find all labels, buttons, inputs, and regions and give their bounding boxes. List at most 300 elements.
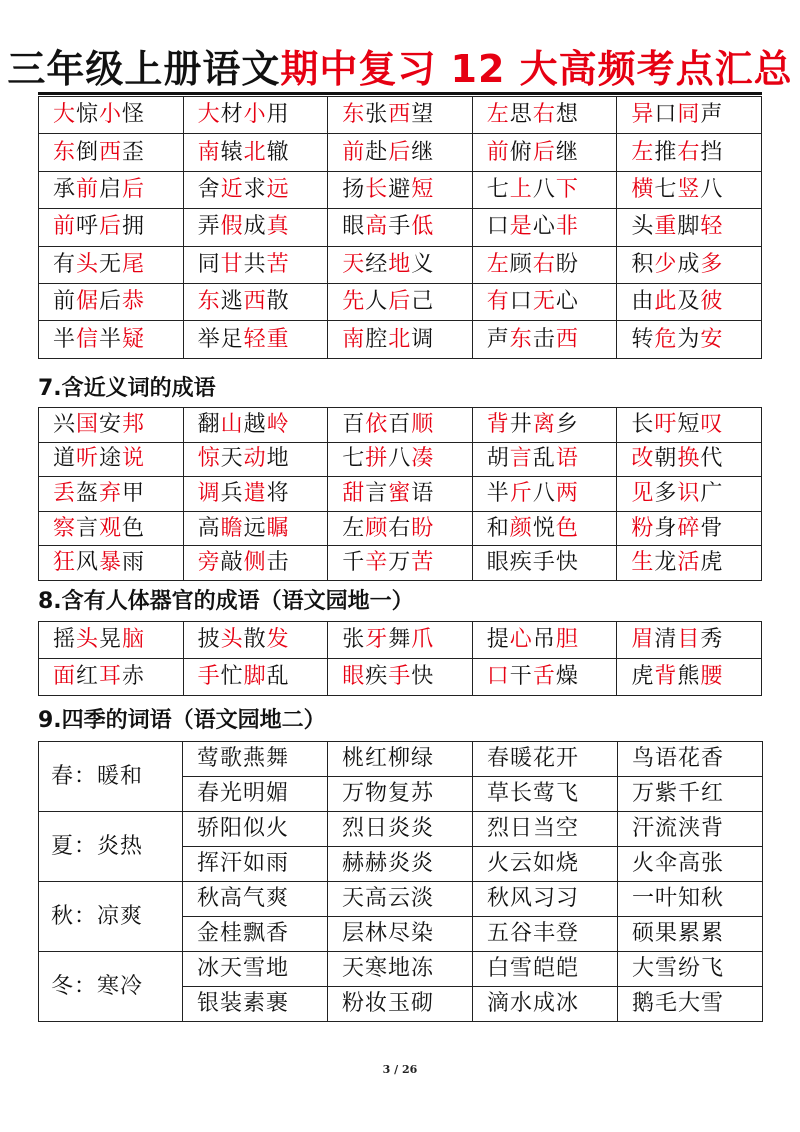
season-word-cell: 秋风习习 xyxy=(473,882,618,917)
idiom-cell xyxy=(183,171,328,208)
idiom-char: 非 xyxy=(555,214,579,240)
idiom-char: 国 xyxy=(76,411,100,437)
idiom-cell xyxy=(472,171,617,208)
idiom-char: 思 xyxy=(509,102,533,128)
idiom-cell xyxy=(39,408,184,443)
season-word-cell: 骄阳似火 xyxy=(183,812,328,847)
idiom-char: 手 xyxy=(388,664,412,689)
idiom-char: 胡 xyxy=(486,446,510,472)
table-row xyxy=(39,171,762,208)
idiom-char: 大 xyxy=(53,102,77,128)
idiom-char: 八 xyxy=(532,480,556,506)
idiom-char: 疾 xyxy=(365,664,389,689)
table-row xyxy=(39,622,762,659)
idiom-char: 经 xyxy=(365,251,389,277)
idiom-char: 扬 xyxy=(342,176,366,202)
idiom-char: 同 xyxy=(677,102,701,128)
idiom-cell xyxy=(328,477,473,512)
idiom-char: 怪 xyxy=(122,102,146,128)
idiom-char: 瞩 xyxy=(266,515,290,541)
idiom-char: 侧 xyxy=(243,550,267,576)
idiom-char: 凑 xyxy=(411,446,435,472)
idiom-char: 离 xyxy=(532,411,556,437)
idiom-char: 乱 xyxy=(532,446,556,472)
section-8-heading: 8.含有人体器官的成语（语文园地一） xyxy=(38,589,414,614)
idiom-cell xyxy=(617,134,762,171)
idiom-char: 疑 xyxy=(122,326,146,352)
idiom-char: 识 xyxy=(677,480,701,506)
idiom-char: 爪 xyxy=(411,627,435,652)
idiom-cell xyxy=(328,511,473,546)
season-row xyxy=(39,952,763,987)
idiom-char: 耳 xyxy=(99,664,123,689)
idiom-char: 南 xyxy=(342,326,366,352)
idiom-char: 用 xyxy=(266,102,290,128)
title-underline xyxy=(38,92,762,95)
idiom-char: 顺 xyxy=(411,411,435,437)
idiom-char: 背 xyxy=(654,664,678,689)
idiom-char: 东 xyxy=(342,102,366,128)
idiom-char: 虎 xyxy=(631,664,655,689)
idiom-cell xyxy=(39,546,184,581)
table-row xyxy=(39,246,762,283)
idiom-char: 半 xyxy=(486,480,510,506)
idiom-char: 敲 xyxy=(220,550,244,576)
idiom-char: 多 xyxy=(700,251,724,277)
idiom-table-opposites xyxy=(38,96,762,359)
idiom-char: 继 xyxy=(411,139,435,165)
idiom-cell xyxy=(617,622,762,659)
idiom-char: 眼 xyxy=(486,550,510,576)
idiom-char: 快 xyxy=(411,664,435,689)
idiom-char: 后 xyxy=(99,289,123,315)
season-word-cell: 烈日当空 xyxy=(473,812,618,847)
season-label: 冬：寒冷 xyxy=(39,952,183,1022)
idiom-char: 下 xyxy=(555,176,579,202)
idiom-char: 手 xyxy=(388,214,412,240)
idiom-cell xyxy=(39,134,184,171)
idiom-char: 西 xyxy=(99,139,123,165)
idiom-char: 雨 xyxy=(122,550,146,576)
title-part-red: 期中复习 12 大高频考点汇总 xyxy=(280,47,793,91)
idiom-char: 龙 xyxy=(654,550,678,576)
idiom-char: 提 xyxy=(486,627,510,652)
idiom-char: 逃 xyxy=(220,289,244,315)
idiom-char: 足 xyxy=(220,326,244,352)
season-word-cell: 滴水成冰 xyxy=(473,987,618,1022)
page-title xyxy=(0,46,800,92)
idiom-cell xyxy=(328,283,473,320)
season-word-cell: 天高云淡 xyxy=(328,882,473,917)
section-9-heading: 9.四季的词语（语文园地二） xyxy=(38,708,326,733)
season-row xyxy=(39,812,763,847)
idiom-cell xyxy=(183,511,328,546)
idiom-char: 干 xyxy=(509,664,533,689)
idiom-char: 歪 xyxy=(122,139,146,165)
idiom-char: 竖 xyxy=(677,176,701,202)
idiom-char: 背 xyxy=(486,411,510,437)
idiom-char: 地 xyxy=(388,251,412,277)
table-row xyxy=(39,209,762,246)
idiom-char: 前 xyxy=(53,289,77,315)
idiom-cell xyxy=(183,134,328,171)
season-word-cell: 草长莺飞 xyxy=(473,777,618,812)
season-word-cell: 一叶知秋 xyxy=(618,882,763,917)
idiom-char: 北 xyxy=(388,326,412,352)
season-word-cell: 万紫千红 xyxy=(618,777,763,812)
idiom-cell xyxy=(472,246,617,283)
idiom-char: 脚 xyxy=(677,214,701,240)
idiom-char: 燥 xyxy=(555,664,579,689)
idiom-char: 吊 xyxy=(532,627,556,652)
idiom-char: 万 xyxy=(388,550,412,576)
table-row xyxy=(39,546,762,581)
idiom-char: 危 xyxy=(654,326,678,352)
idiom-char: 语 xyxy=(411,480,435,506)
idiom-char: 想 xyxy=(555,102,579,128)
idiom-char: 低 xyxy=(411,214,435,240)
idiom-cell xyxy=(328,321,473,358)
idiom-char: 听 xyxy=(76,446,100,472)
idiom-char: 声 xyxy=(700,102,724,128)
idiom-char: 甘 xyxy=(220,251,244,277)
idiom-char: 声 xyxy=(486,326,510,352)
idiom-char: 头 xyxy=(220,627,244,652)
idiom-char: 前 xyxy=(53,214,77,240)
idiom-char: 远 xyxy=(243,515,267,541)
idiom-cell xyxy=(472,622,617,659)
idiom-char: 手 xyxy=(197,664,221,689)
idiom-char: 己 xyxy=(411,289,435,315)
idiom-char: 语 xyxy=(555,446,579,472)
idiom-char: 张 xyxy=(342,627,366,652)
idiom-cell xyxy=(472,442,617,477)
idiom-char: 人 xyxy=(365,289,389,315)
idiom-char: 活 xyxy=(677,550,701,576)
idiom-char: 言 xyxy=(509,446,533,472)
idiom-char: 左 xyxy=(486,102,510,128)
idiom-cell xyxy=(472,546,617,581)
idiom-cell xyxy=(328,97,473,134)
idiom-cell xyxy=(39,97,184,134)
idiom-char: 百 xyxy=(342,411,366,437)
season-word-cell: 鹅毛大雪 xyxy=(618,987,763,1022)
idiom-char: 近 xyxy=(220,176,244,202)
idiom-char: 胆 xyxy=(555,627,579,652)
idiom-char: 旁 xyxy=(197,550,221,576)
idiom-char: 赤 xyxy=(122,664,146,689)
idiom-char: 左 xyxy=(631,139,655,165)
idiom-char: 大 xyxy=(197,102,221,128)
season-word-cell: 天寒地冻 xyxy=(328,952,473,987)
idiom-char: 和 xyxy=(486,515,510,541)
idiom-cell xyxy=(328,408,473,443)
idiom-char: 西 xyxy=(555,326,579,352)
idiom-char: 乡 xyxy=(555,411,579,437)
idiom-char: 积 xyxy=(631,251,655,277)
idiom-char: 天 xyxy=(342,251,366,277)
idiom-char: 七 xyxy=(654,176,678,202)
idiom-char: 言 xyxy=(365,480,389,506)
idiom-char: 心 xyxy=(509,627,533,652)
idiom-char: 前 xyxy=(76,176,100,202)
idiom-char: 晃 xyxy=(99,627,123,652)
idiom-cell xyxy=(39,622,184,659)
section-7-heading: 7.含近义词的成语 xyxy=(38,376,216,401)
idiom-cell xyxy=(328,209,473,246)
idiom-char: 舍 xyxy=(197,176,221,202)
idiom-char: 七 xyxy=(486,176,510,202)
idiom-char: 眼 xyxy=(342,664,366,689)
idiom-cell xyxy=(328,246,473,283)
idiom-cell xyxy=(328,546,473,581)
idiom-char: 舞 xyxy=(388,627,412,652)
idiom-char: 彼 xyxy=(700,289,724,315)
idiom-char: 快 xyxy=(555,550,579,576)
idiom-char: 短 xyxy=(677,411,701,437)
idiom-char: 信 xyxy=(76,326,100,352)
idiom-cell xyxy=(617,283,762,320)
idiom-char: 叹 xyxy=(700,411,724,437)
idiom-char: 由 xyxy=(631,289,655,315)
idiom-char: 异 xyxy=(631,102,655,128)
idiom-cell xyxy=(183,622,328,659)
idiom-char: 击 xyxy=(266,550,290,576)
idiom-cell xyxy=(183,442,328,477)
idiom-char: 后 xyxy=(388,289,412,315)
season-word-cell: 桃红柳绿 xyxy=(328,742,473,777)
season-word-cell: 汗流浃背 xyxy=(618,812,763,847)
idiom-char: 悦 xyxy=(532,515,556,541)
idiom-char: 长 xyxy=(365,176,389,202)
idiom-char: 承 xyxy=(53,176,77,202)
idiom-cell xyxy=(39,171,184,208)
idiom-char: 面 xyxy=(53,664,77,689)
idiom-char: 材 xyxy=(220,102,244,128)
idiom-char: 说 xyxy=(122,446,146,472)
idiom-char: 翻 xyxy=(197,411,221,437)
idiom-char: 推 xyxy=(654,139,678,165)
idiom-char: 惊 xyxy=(76,102,100,128)
idiom-char: 同 xyxy=(197,251,221,277)
idiom-table-synonyms xyxy=(38,407,762,581)
idiom-char: 八 xyxy=(700,176,724,202)
idiom-char: 言 xyxy=(76,515,100,541)
idiom-cell xyxy=(183,209,328,246)
idiom-char: 义 xyxy=(411,251,435,277)
idiom-char: 山 xyxy=(220,411,244,437)
idiom-char: 吁 xyxy=(654,411,678,437)
idiom-char: 恭 xyxy=(122,289,146,315)
idiom-char: 拼 xyxy=(365,446,389,472)
idiom-char: 瞻 xyxy=(220,515,244,541)
season-word-cell: 冰天雪地 xyxy=(183,952,328,987)
idiom-char: 见 xyxy=(631,480,655,506)
table-row xyxy=(39,442,762,477)
idiom-char: 及 xyxy=(677,289,701,315)
idiom-char: 多 xyxy=(654,480,678,506)
title-part-black: 三年级上册语文 xyxy=(7,47,281,91)
season-word-cell: 春光明媚 xyxy=(183,777,328,812)
idiom-char: 后 xyxy=(532,139,556,165)
idiom-char: 口 xyxy=(654,102,678,128)
idiom-cell xyxy=(39,209,184,246)
idiom-char: 小 xyxy=(99,102,123,128)
table-row xyxy=(39,97,762,134)
idiom-char: 狂 xyxy=(53,550,77,576)
idiom-cell xyxy=(472,283,617,320)
idiom-char: 举 xyxy=(197,326,221,352)
idiom-char: 察 xyxy=(53,515,77,541)
idiom-char: 越 xyxy=(243,411,267,437)
idiom-char: 换 xyxy=(677,446,701,472)
idiom-char: 顾 xyxy=(509,251,533,277)
idiom-char: 依 xyxy=(365,411,389,437)
idiom-char: 千 xyxy=(342,550,366,576)
season-word-cell: 赫赫炎炎 xyxy=(328,847,473,882)
idiom-char: 东 xyxy=(197,289,221,315)
idiom-char: 是 xyxy=(509,214,533,240)
idiom-char: 辛 xyxy=(365,550,389,576)
idiom-char: 长 xyxy=(631,411,655,437)
idiom-char: 右 xyxy=(532,102,556,128)
idiom-char: 弃 xyxy=(99,480,123,506)
idiom-char: 朝 xyxy=(654,446,678,472)
idiom-char: 八 xyxy=(532,176,556,202)
idiom-char: 辙 xyxy=(266,139,290,165)
idiom-char: 邦 xyxy=(122,411,146,437)
idiom-char: 腔 xyxy=(365,326,389,352)
table-row xyxy=(39,511,762,546)
idiom-char: 牙 xyxy=(365,627,389,652)
idiom-char: 后 xyxy=(388,139,412,165)
idiom-char: 七 xyxy=(342,446,366,472)
idiom-cell xyxy=(472,477,617,512)
idiom-char: 兴 xyxy=(53,411,77,437)
idiom-char: 天 xyxy=(220,446,244,472)
idiom-char: 头 xyxy=(631,214,655,240)
idiom-char: 少 xyxy=(654,251,678,277)
idiom-char: 虎 xyxy=(700,550,724,576)
idiom-char: 尾 xyxy=(122,251,146,277)
idiom-char: 共 xyxy=(243,251,267,277)
idiom-char: 代 xyxy=(700,446,724,472)
idiom-char: 无 xyxy=(99,251,123,277)
season-word-cell: 白雪皑皑 xyxy=(473,952,618,987)
idiom-char: 上 xyxy=(509,176,533,202)
idiom-char: 摇 xyxy=(53,627,77,652)
idiom-char: 左 xyxy=(486,251,510,277)
table-row xyxy=(39,659,762,696)
idiom-char: 披 xyxy=(197,627,221,652)
idiom-char: 碎 xyxy=(677,515,701,541)
season-word-cell: 金桂飘香 xyxy=(183,917,328,952)
idiom-char: 目 xyxy=(677,627,701,652)
idiom-char: 脑 xyxy=(122,627,146,652)
idiom-char: 动 xyxy=(243,446,267,472)
idiom-cell xyxy=(39,477,184,512)
idiom-char: 重 xyxy=(654,214,678,240)
idiom-cell xyxy=(617,408,762,443)
idiom-char: 地 xyxy=(266,446,290,472)
season-row xyxy=(39,882,763,917)
idiom-char: 秀 xyxy=(700,627,724,652)
table-row xyxy=(39,408,762,443)
idiom-cell xyxy=(472,134,617,171)
idiom-char: 发 xyxy=(266,627,290,652)
idiom-char: 俯 xyxy=(509,139,533,165)
idiom-cell xyxy=(617,171,762,208)
idiom-char: 色 xyxy=(555,515,579,541)
idiom-cell xyxy=(183,246,328,283)
idiom-char: 广 xyxy=(700,480,724,506)
idiom-char: 骨 xyxy=(700,515,724,541)
idiom-char: 顾 xyxy=(365,515,389,541)
idiom-cell xyxy=(183,321,328,358)
idiom-char: 轻 xyxy=(243,326,267,352)
idiom-char: 半 xyxy=(53,326,77,352)
idiom-char: 乱 xyxy=(266,664,290,689)
idiom-table-body-parts xyxy=(38,621,762,696)
page-number: 3 / 26 xyxy=(382,1063,418,1076)
idiom-cell xyxy=(617,209,762,246)
idiom-cell xyxy=(183,477,328,512)
idiom-char: 高 xyxy=(365,214,389,240)
idiom-cell xyxy=(617,659,762,696)
idiom-char: 后 xyxy=(99,214,123,240)
idiom-char: 蜜 xyxy=(388,480,412,506)
idiom-char: 半 xyxy=(99,326,123,352)
idiom-cell xyxy=(39,321,184,358)
idiom-cell xyxy=(39,442,184,477)
idiom-char: 忙 xyxy=(220,664,244,689)
idiom-char: 右 xyxy=(388,515,412,541)
idiom-char: 熊 xyxy=(677,664,701,689)
season-word-cell: 万物复苏 xyxy=(328,777,473,812)
idiom-char: 右 xyxy=(532,251,556,277)
table-row xyxy=(39,321,762,358)
season-word-cell: 大雪纷飞 xyxy=(618,952,763,987)
idiom-char: 此 xyxy=(654,289,678,315)
idiom-char: 色 xyxy=(122,515,146,541)
idiom-char: 口 xyxy=(486,664,510,689)
idiom-char: 盼 xyxy=(555,251,579,277)
idiom-char: 头 xyxy=(76,251,100,277)
idiom-char: 短 xyxy=(411,176,435,202)
idiom-char: 南 xyxy=(197,139,221,165)
idiom-char: 颜 xyxy=(509,515,533,541)
season-words-table xyxy=(38,741,763,1022)
idiom-char: 苦 xyxy=(411,550,435,576)
season-word-cell: 秋高气爽 xyxy=(183,882,328,917)
idiom-char: 红 xyxy=(76,664,100,689)
idiom-char: 击 xyxy=(532,326,556,352)
idiom-char: 为 xyxy=(677,326,701,352)
season-label: 春：暖和 xyxy=(39,742,183,812)
idiom-char: 真 xyxy=(266,214,290,240)
idiom-char: 改 xyxy=(631,446,655,472)
idiom-cell xyxy=(472,209,617,246)
idiom-cell xyxy=(617,97,762,134)
idiom-cell xyxy=(183,546,328,581)
idiom-char: 拥 xyxy=(122,214,146,240)
idiom-char: 腰 xyxy=(700,664,724,689)
idiom-char: 眼 xyxy=(342,214,366,240)
idiom-char: 八 xyxy=(388,446,412,472)
idiom-char: 将 xyxy=(266,480,290,506)
idiom-cell xyxy=(328,622,473,659)
idiom-cell xyxy=(617,546,762,581)
